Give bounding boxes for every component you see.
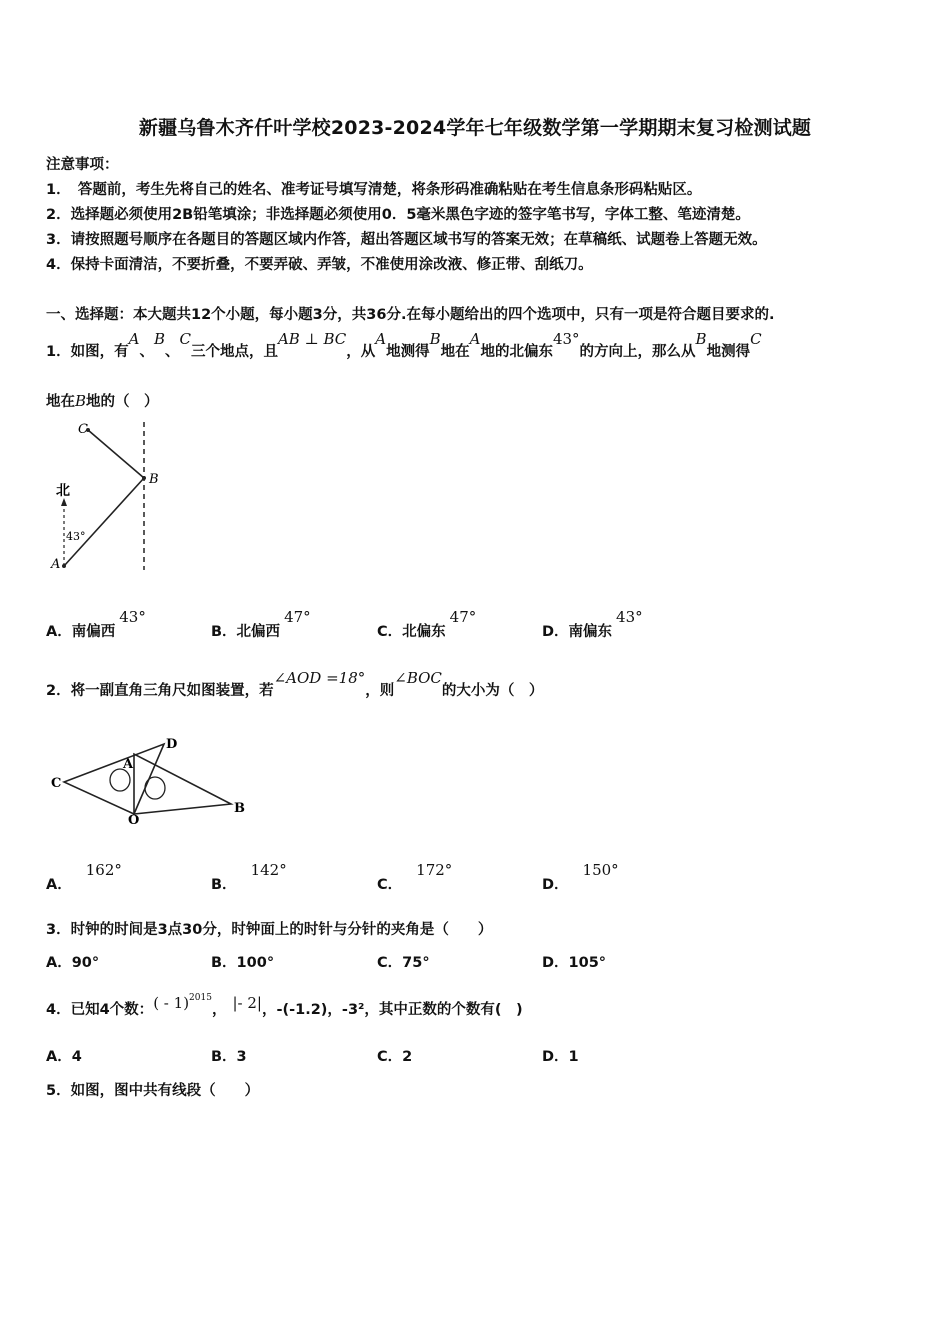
q3-option-a[interactable]: A．90° [46, 955, 100, 971]
notice-item: 2．选择题必须使用2B铅笔填涂；非选择题必须使用0．5毫米黑色字迹的签字笔书写，字体工整、笔迹清楚。 [46, 207, 750, 223]
q1-text: ，从 [346, 344, 376, 360]
q1-figure-label-b: B [149, 472, 159, 487]
q2-text: 的大小为（ ） [441, 683, 544, 699]
option-label: A．南偏西 [46, 624, 116, 640]
option-value: 150° [582, 861, 619, 879]
q1-figure-dot-a [62, 564, 66, 568]
q1-figure-segment-cb [88, 430, 144, 478]
q1-angle: 43° [552, 330, 580, 348]
q3-option-b[interactable]: B．100° [211, 955, 275, 971]
option-value: 162° [85, 861, 122, 879]
question-2 [46, 669, 544, 700]
q1-figure-dot-b [142, 476, 146, 480]
q2-figure-label-c: C [51, 776, 62, 791]
option-value: 47° [284, 608, 311, 626]
q1-text: 1．如图，有 [46, 344, 129, 360]
q1-point-c: C [179, 330, 191, 348]
option-label: B． [211, 877, 237, 893]
q4-option-d[interactable]: D．1 [542, 1049, 579, 1065]
option-value: 172° [416, 861, 453, 879]
question-1-line-1 [46, 330, 762, 361]
q2-option-d[interactable] [542, 861, 619, 894]
north-arrow-icon [61, 498, 67, 506]
q1-figure-angle: 43° [66, 530, 86, 543]
q2-text: 2．将一副直角三角尺如图装置，若 [46, 683, 274, 699]
option-label: C．北偏东 [377, 624, 446, 640]
q1-text: 三个地点，且 [190, 344, 278, 360]
q4-option-a[interactable]: A．4 [46, 1049, 82, 1065]
question-4 [46, 993, 523, 1019]
q1-point-a: A [128, 330, 140, 348]
q1-text: 地在 [46, 394, 75, 410]
q2-figure-circle-2 [145, 777, 165, 799]
q4-absolute-value: |- 2| [232, 994, 262, 1012]
option-label: D．南偏东 [542, 624, 613, 640]
option-label: C． [377, 877, 403, 893]
question-3: 3．时钟的时间是3点30分，时钟面上的时针与分针的夹角是（ ） [46, 922, 493, 938]
q1-point-b: B [153, 330, 165, 348]
q2-triangle-aob [134, 754, 231, 814]
q2-figure-label-b: B [234, 801, 245, 816]
question-1-line-2 [46, 390, 159, 411]
q1-point-a: A [469, 330, 481, 348]
q2-figure-circle-1 [110, 769, 130, 791]
q1-option-c[interactable] [377, 608, 477, 641]
q1-figure [46, 418, 176, 580]
notice-heading: 注意事项： [46, 157, 119, 173]
q2-option-b[interactable] [211, 861, 287, 894]
question-5: 5．如图，图中共有线段（ ） [46, 1083, 260, 1099]
q2-figure-label-a: A [123, 757, 134, 772]
q1-option-d[interactable] [542, 608, 643, 641]
q4-option-c[interactable]: C．2 [377, 1049, 413, 1065]
q2-option-c[interactable] [377, 861, 453, 894]
q1-text: 的方向上，那么从 [579, 344, 696, 360]
q4-power-base: ( - 1) [153, 994, 190, 1012]
q3-option-d[interactable]: D．105° [542, 955, 607, 971]
q1-point-b: B [429, 330, 441, 348]
q1-text: 地测得 [386, 344, 430, 360]
notice-item: 3．请按照题号顺序在各题目的答题区域内作答，超出答题区域书写的答案无效；在草稿纸、试题卷上答题无效。 [46, 232, 767, 248]
q2-figure-label-d: D [166, 737, 178, 752]
notice-item: 1． 答题前，考生先将自己的姓名、准考证号填写清楚，将条形码准确粘贴在考生信息条形码粘贴区。 [46, 182, 702, 198]
q1-text: 地的北偏东 [480, 344, 553, 360]
option-label: B．北偏西 [211, 624, 281, 640]
q1-text: 地测得 [706, 344, 751, 360]
q4-power-exponent: 2015 [189, 993, 212, 1003]
option-value: 142° [250, 861, 287, 879]
q1-text: 、 [139, 344, 154, 360]
q4-text: ， [211, 1002, 227, 1018]
q2-option-a[interactable] [46, 861, 122, 894]
page-title: 新疆乌鲁木齐仟叶学校2023-2024学年七年级数学第一学期期末复习检测试题 [138, 117, 812, 139]
q1-point-a: A [375, 330, 387, 348]
option-label: D． [542, 877, 569, 893]
q1-figure-label-c: C [78, 422, 88, 437]
q2-figure [46, 732, 251, 824]
q4-text: 4．已知4个数： [46, 1002, 154, 1018]
q1-option-a[interactable] [46, 608, 146, 641]
q1-figure-north: 北 [56, 483, 70, 499]
q1-text: 、 [164, 344, 180, 360]
q2-figure-label-o: O [128, 813, 140, 824]
q4-option-b[interactable]: B．3 [211, 1049, 247, 1065]
q1-text: 地的（ ） [86, 394, 159, 410]
option-value: 43° [616, 608, 643, 626]
option-label: A． [46, 877, 72, 893]
q1-text: 地在 [440, 344, 470, 360]
q1-point-b: B [695, 330, 707, 348]
q1-point-b: B [75, 392, 87, 410]
option-value: 43° [119, 608, 146, 626]
q1-figure-label-a: A [51, 557, 61, 572]
q2-angle-aod: ∠AOD =18° [273, 669, 366, 687]
q3-option-c[interactable]: C．75° [377, 955, 430, 971]
option-value: 47° [449, 608, 477, 626]
q2-text: ，则 [365, 683, 395, 699]
q4-text: ，-(-1.2)，-3²，其中正数的个数有( ) [261, 1002, 523, 1018]
q2-angle-boc: ∠BOC [394, 669, 442, 687]
notice-item: 4．保持卡面清洁，不要折叠，不要弄破、弄皱，不准使用涂改液、修正带、刮纸刀。 [46, 257, 593, 273]
q1-perpendicular: AB ⊥ BC [277, 330, 347, 348]
section-heading: 一、选择题：本大题共12个小题，每小题3分，共36分.在每小题给出的四个选项中，只有一项是符合题目要求的. [46, 307, 775, 323]
q1-option-b[interactable] [211, 608, 311, 641]
q1-point-c: C [750, 330, 762, 348]
q1-figure-segment-ba [64, 478, 144, 566]
